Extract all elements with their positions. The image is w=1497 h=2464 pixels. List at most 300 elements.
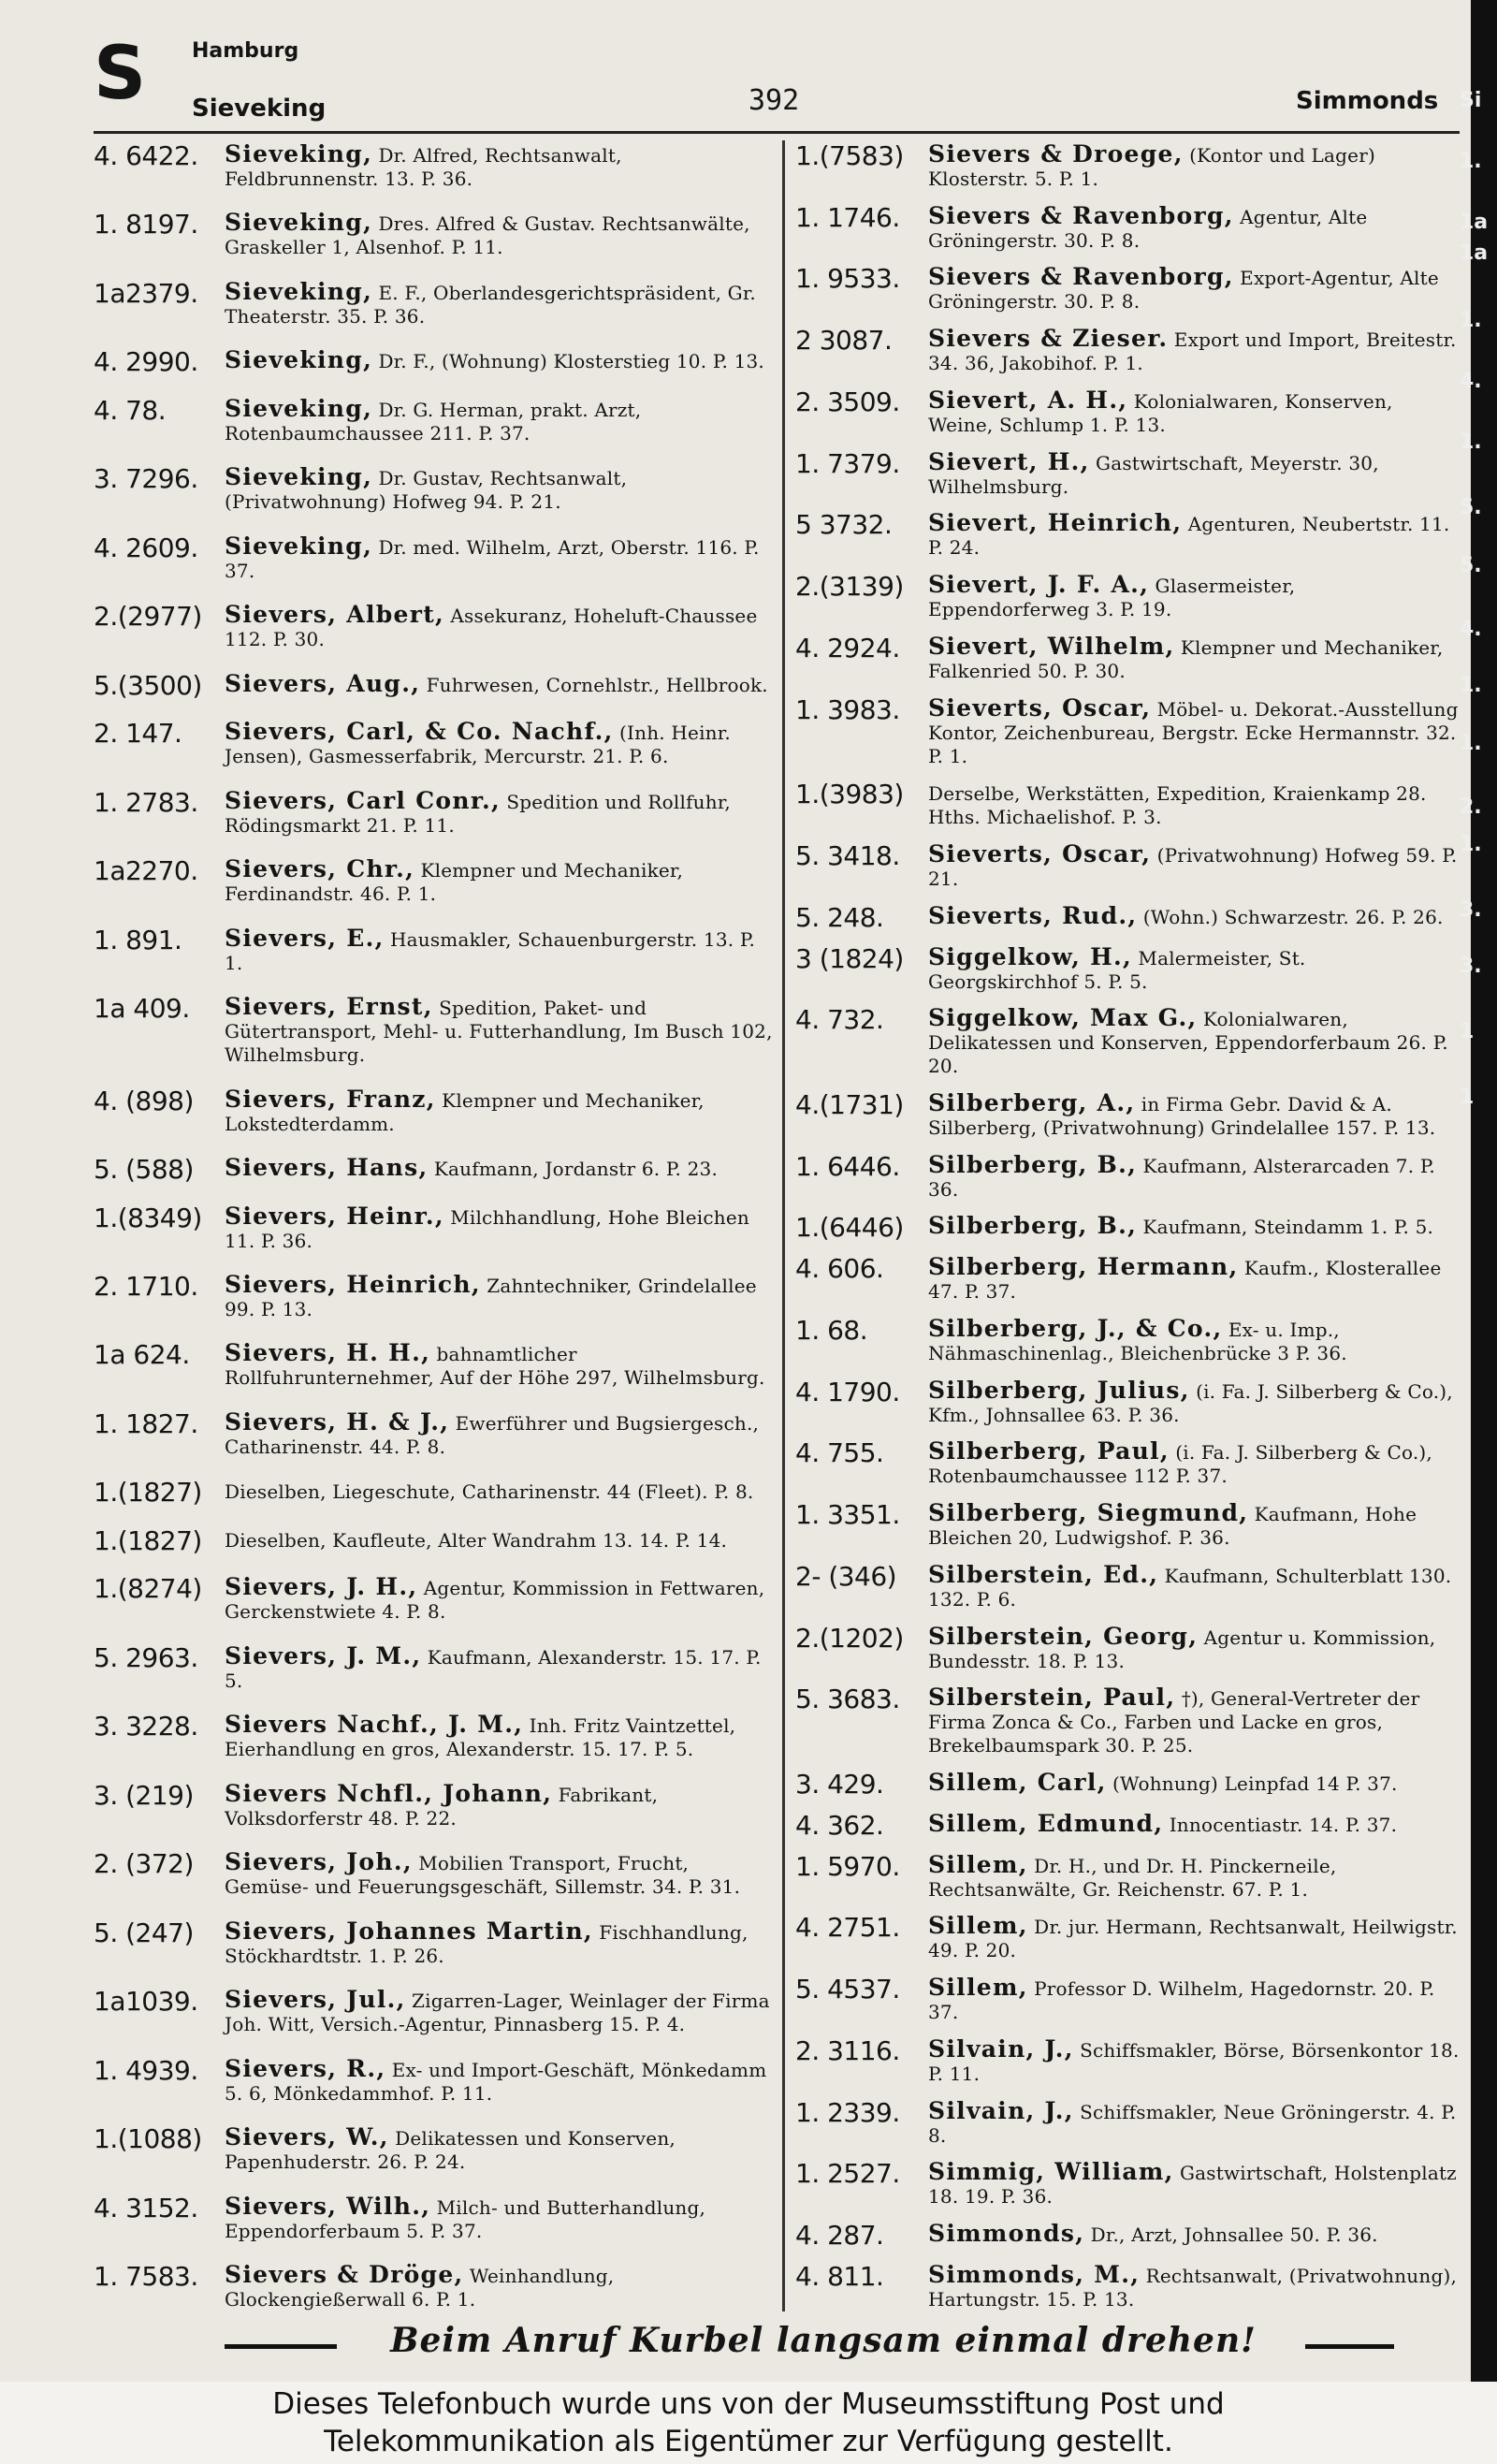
subscriber-details: (i. Fa. J. Silberberg & Co.), Kfm., Johnsallee 63. P. 36. [928,1379,1453,1426]
subscriber-name: Sievers, Heinrich, [225,1270,481,1298]
phone-number: 2- (346) [795,1560,897,1592]
entry-text [928,1771,1460,1796]
subscriber-details: Professor D. Wilhelm, Hagedornstr. 20. P. 37. [928,1977,1435,2024]
entry-text [928,327,1460,375]
subscriber-details: Kaufmann, Alsterarcaden 7. P. 36. [928,1154,1435,1201]
subscriber-details: Kaufmann, Alexanderstr. 15. 17. P. 5. [225,1645,762,1692]
directory-entry [795,634,1460,683]
subscriber-details: Dres. Alfred & Gustav. Rechtsanwälte, Graskeller 1, Alsenhof. P. 11. [225,212,750,259]
subscriber-details: Schiffsmakler, Neue Gröningerstr. 4. P. 8. [928,2100,1457,2147]
entry-text [225,1850,777,1899]
subscriber-name: Simmig, William, [928,2158,1174,2186]
next-page-fragment: 1a [1460,211,1489,234]
subscriber-details: Klempner und Mechaniker, Lokstedterdamm. [225,1088,705,1135]
phone-number: 2.(1202) [795,1622,904,1654]
entry-text [225,1713,777,1761]
entry-text [928,1314,1460,1365]
directory-entry [795,573,1460,621]
subscriber-name: Silberberg, B., [928,1212,1138,1240]
directory-entry [94,1850,777,1899]
subscriber-details: Gastwirtschaft, Meyerstr. 30, Wilhelmsburg. [928,451,1379,498]
directory-entry [94,2263,777,2311]
phone-number: 1a2270. [94,855,198,887]
directory-entry [795,388,1460,437]
subscriber-name: Silberberg, Julius, [928,1376,1190,1404]
entry-text [225,1479,777,1504]
entry-text [928,1091,1460,1140]
directory-entry [94,1087,777,1136]
subscriber-details: Klempner und Mechaniker, Falkenried 50. P. 30. [928,635,1444,682]
phone-number: 1.(1827) [94,1524,202,1556]
subscriber-name: Sieveking, [225,140,373,168]
phone-number: 4. 2751. [795,1912,900,1944]
page-header [0,0,1460,140]
phone-number: 4. 3152. [94,2192,198,2223]
phone-number: 1a 624. [94,1339,190,1371]
next-page-fragment: 1 [1460,1020,1475,1043]
subscriber-details: (Wohn.) Schwarzestr. 26. P. 26. [1142,905,1444,928]
directory-entry [795,1091,1460,1140]
subscriber-name: Sieveking, [225,463,373,491]
entry-text [225,2263,777,2311]
phone-number: 3. 429. [795,1769,884,1801]
phone-number: 1. 2339. [795,2096,900,2128]
entry-text [225,142,777,191]
subscriber-name: Sillem, [928,1850,1028,1878]
subscriber-details: Export-Agentur, Alte Gröningerstr. 30. P. 8. [928,267,1439,313]
phone-number: 2. 3509. [795,386,900,417]
subscriber-details: (Kontor und Lager) Klosterstr. 5. P. 1. [928,144,1375,190]
subscriber-details: Dr. F., (Wohnung) Klosterstieg 10. P. 13. [378,350,764,373]
phone-number: 1a2379. [94,277,198,309]
directory-entry [94,1479,777,1507]
subscriber-name: Sievers, H. H., [225,1339,431,1367]
directory-entry [795,447,1460,499]
subscriber-name: Silberberg, B., [928,1150,1138,1178]
entry-text [225,534,777,583]
phone-number: 4. 2990. [94,346,198,378]
directory-entry [94,2054,777,2106]
header-rule [94,131,1460,134]
subscriber-name: Sievert, H., [928,447,1090,475]
subscriber-details: Kaufmann, Schulterblatt 130. 132. P. 6. [928,1564,1452,1611]
subscriber-name: Sievert, J. F. A., [928,571,1150,599]
subscriber-name: Sievers & Dröge, [225,2261,464,2288]
entry-text [928,1006,1460,1078]
subscriber-details: Schiffsmakler, Börse, Börsenkontor 18. P. 11. [928,2038,1460,2085]
directory-entry [795,693,1460,768]
entry-text [225,1341,777,1390]
subscriber-name: Sievers, Heinr., [225,1202,444,1230]
subscriber-name: Sievers, Hans, [225,1154,429,1182]
phone-number: 2 3087. [795,325,893,357]
entry-text [928,2096,1460,2148]
subscriber-details: Möbel- u. Dekorat.-Ausstellung Kontor, Zeichenbureau, Bergstr. Ecke Hermannstr. 32. P. 1. [928,697,1459,767]
directory-entry [795,1501,1460,1550]
directory-entry [94,669,777,701]
subscriber-details: Dr. jur. Hermann, Rechtsanwalt, Heilwigstr. 49. P. 20. [928,1916,1458,1962]
directory-entry [795,1006,1460,1078]
subscriber-name: Silberberg, Paul, [928,1437,1170,1465]
directory-entry [795,201,1460,253]
subscriber-details: Agenturen, Neubertstr. 11. P. 24. [928,513,1450,560]
entry-text [928,1622,1460,1673]
subscriber-name: Sievers Nachf., J. M., [225,1711,524,1739]
entry-text [225,857,777,906]
phone-number: 4. 2924. [795,632,900,663]
phone-number: 1. 6446. [795,1150,900,1182]
phone-number: 4. 811. [795,2260,884,2292]
subscriber-name: Silberstein, Georg, [928,1622,1199,1650]
directory-entry [795,1685,1460,1757]
subscriber-name: Sievers, Carl Conr., [225,786,501,814]
subscriber-details: Dr. med. Wilhelm, Arzt, Oberstr. 116. P. 37. [225,535,760,582]
phone-number: 4. 606. [795,1253,884,1285]
subscriber-name: Sievers & Zieser. [928,325,1169,353]
directory-entry [94,211,777,259]
entry-text [225,720,777,768]
subscriber-details: Ex- und Import-Geschäft, Mönkedamm 5. 6, Mönkedammhof. P. 11. [225,2058,767,2105]
subscriber-details: Innocentiastr. 14. P. 37. [1169,1813,1398,1836]
subscriber-details: Inh. Fritz Vaintzettel, Eierhandlung en gros, Alexanderstr. 15. 17. P. 5. [225,1714,736,1761]
phone-number: 5. 3418. [795,840,900,872]
footer-rule-left [225,2344,337,2349]
directory-entry [94,142,777,191]
subscriber-name: Sievers, R., [225,2054,386,2082]
subscriber-name: Sievers, Johannes Martin, [225,1917,593,1945]
entry-text [928,1501,1460,1550]
subscriber-details: (Inh. Heinr. Jensen), Gasmesserfabrik, Mercurstr. 21. P. 6. [225,722,731,768]
phone-number: 1. 7583. [94,2261,198,2292]
directory-entry [795,842,1460,891]
subscriber-details: Rechtsanwalt, (Privatwohnung), Hartungstr. 15. P. 13. [928,2264,1458,2311]
entry-text [928,1685,1460,1757]
phone-number: 1.(1088) [94,2123,202,2155]
subscriber-details: Dieselben, Kaufleute, Alter Wandrahm 13. 14. P. 14. [225,1528,728,1552]
caption-line-1: Dieses Telefonbuch wurde uns von der Museumsstiftung Post und [272,2387,1225,2421]
directory-entry [795,1255,1460,1304]
subscriber-details: E. F., Oberlandesgerichtspräsident, Gr. Theaterstr. 35. P. 36. [225,281,756,328]
subscriber-name: Sievers, Joh., [225,1848,413,1876]
directory-entry [795,142,1460,191]
subscriber-name: Sieveking, [225,277,373,305]
subscriber-name: Sievers & Droege, [928,140,1184,168]
directory-entry [795,1914,1460,1962]
next-page-fragment: 2. [1460,795,1482,819]
directory-entry [795,2219,1460,2251]
ownership-caption [0,2382,1497,2464]
subscriber-details: Dr., Arzt, Johnsallee 50. P. 36. [1090,2223,1378,2246]
directory-entry [795,265,1460,313]
phone-number: 4. 755. [795,1437,884,1469]
phone-number: 4. 287. [795,2219,884,2251]
subscriber-details: Milchhandlung, Hohe Bleichen 11. P. 36. [225,1205,749,1252]
phone-number: 1.(3983) [795,779,904,810]
subscriber-details: Fabrikant, Volksdorferstr 48. P. 22. [225,1783,659,1830]
phone-number: 5. 4537. [795,1974,900,2005]
directory-entry [795,1976,1460,2024]
subscriber-name: Sillem, [928,1974,1028,2002]
phone-number: 1.(7583) [795,140,904,171]
subscriber-details: (i. Fa. J. Silberberg & Co.), Rotenbaumchaussee 112 P. 37. [928,1441,1432,1488]
directory-entry [94,1407,777,1459]
phone-number: 5. 2963. [94,1641,198,1673]
subscriber-details: Klempner und Mechaniker, Ferdinandstr. 46. P. 1. [225,859,684,906]
entry-text [928,1439,1460,1488]
subscriber-name: Simmonds, M., [928,2260,1141,2288]
entry-text [928,693,1460,768]
entry-text [225,786,777,838]
phone-number: 5.(3500) [94,669,202,701]
directory-entry [795,327,1460,375]
subscriber-details: Dr. H., und Dr. H. Pinckerneile, Rechtsanwälte, Gr. Reichenstr. 67. P. 1. [928,1854,1337,1901]
directory-entry [795,901,1460,933]
subscriber-name: Sievert, Wilhelm, [928,632,1175,660]
subscriber-details: Gastwirtschaft, Holstenplatz 18. 19. P. 36. [928,2162,1457,2209]
subscriber-details: Dr. Alfred, Rechtsanwalt, Feldbrunnenstr. 13. P. 36. [225,144,622,190]
directory-entry [94,2125,777,2174]
phone-number: 1a 409. [94,993,190,1025]
subscriber-details: in Firma Gebr. David & A. Silberberg, (Privatwohnung) Grindelallee 157. P. 13. [928,1093,1436,1140]
phone-number: 3. 7296. [94,463,198,495]
subscriber-details: Hausmakler, Schauenburgerstr. 13. P. 1. [225,927,756,974]
subscriber-name: Sievers, H. & J., [225,1407,450,1436]
subscriber-details: Kolonialwaren, Delikatessen und Konserven, Eppendorferbaum 26. P. 20. [928,1008,1448,1078]
entry-text [928,388,1460,437]
directory-entry [94,394,777,445]
phone-number: 1. 2783. [94,786,198,818]
entry-text [225,2054,777,2106]
entry-text [225,1779,777,1830]
entry-text [225,1156,777,1181]
entry-text [225,1087,777,1136]
subscriber-name: Sievers, Carl, & Co. Nachf., [225,718,614,746]
subscriber-details: Delikatessen und Konserven, Papenhuderstr. 26. P. 24. [225,2127,676,2174]
entry-text [928,1378,1460,1427]
phone-number: 1. 7379. [795,447,900,479]
next-page-fragment: 1. [1460,833,1482,856]
subscriber-name: Silberstein, Paul, [928,1684,1176,1712]
header-first-entry: Sieveking [192,95,327,123]
subscriber-details: †), General-Vertreter der Firma Zonca & Co., Farben und Lacke en gros, Brekelbaumspark 30. P. 25. [928,1687,1420,1757]
next-page-fragment: 1. [1460,309,1482,332]
phone-number: 2. (372) [94,1848,194,1880]
directory-entry [94,348,777,376]
entry-text [225,1641,777,1693]
subscriber-name: Sieveking, [225,346,373,374]
phone-number: 5. (588) [94,1154,194,1186]
entry-text [928,2034,1460,2086]
phone-number: 5. 248. [795,901,884,933]
entry-text [225,1204,777,1253]
next-page-fragment: 1. [1460,674,1482,697]
subscriber-name: Sieverts, Oscar, [928,693,1152,722]
footer-rule-right [1305,2344,1394,2349]
subscriber-name: Sillem, [928,1912,1028,1940]
directory-entry [94,1575,777,1624]
subscriber-name: Siggelkow, Max G., [928,1004,1198,1032]
phone-number: 2. 3116. [795,2034,900,2066]
entry-text [928,780,1460,829]
phone-number: 1.(1827) [94,1477,202,1509]
directory-entry [795,511,1460,560]
entry-text [225,394,777,445]
entry-text [225,669,777,697]
subscriber-name: Sieveking, [225,209,373,237]
directory-entry [795,2260,1460,2311]
subscriber-details: (Privatwohnung) Hofweg 59. P. 21. [928,844,1458,891]
next-page-edge [1460,0,1497,2382]
directory-entry [94,720,777,768]
next-page-fragment: Si [1460,89,1482,112]
next-page-fragment: 1 [1460,1086,1475,1109]
phone-number: 1. 1746. [795,201,900,233]
entry-text [225,1270,777,1321]
entry-text [928,1809,1460,1837]
phone-number: 1.(6446) [795,1212,904,1244]
entry-text [928,573,1460,621]
subscriber-details: Mobilien Transport, Frucht, Gemüse- und Feuerungsgeschäft, Sillemstr. 34. P. 31. [225,1852,741,1899]
directory-entry [94,277,777,328]
subscriber-details: Spedition, Paket- und Gütertransport, Mehl- u. Futterhandlung, Im Busch 102, Wilhelmsburg. [225,997,773,1067]
phone-number: 1. 4939. [94,2054,198,2086]
subscriber-details: Zahntechniker, Grindelallee 99. P. 13. [225,1274,757,1320]
subscriber-details: (Wohnung) Leinpfad 14 P. 37. [1112,1772,1398,1796]
subscriber-name: Sievers, Jul., [225,1986,406,2014]
footer-motto: Beim Anruf Kurbel langsam einmal drehen! [390,2321,1257,2360]
directory-entry [795,2096,1460,2148]
phone-number: 1. 68. [795,1314,868,1346]
entry-text [225,2125,777,2174]
directory-entry [94,1919,777,1968]
subscriber-details: Ewerführer und Bugsiergesch., Catharinenstr. 44. P. 8. [225,1411,760,1458]
subscriber-details: bahnamtlicher Rollfuhrunternehmer, Auf der Höhe 297, Wilhelmsburg. [225,1343,765,1390]
directory-entry [94,1156,777,1184]
directory-entry [94,1524,777,1556]
phone-number: 1.(8274) [94,1573,202,1605]
directory-entry [795,1560,1460,1611]
directory-entry [94,603,777,651]
subscriber-name: Sillem, Edmund, [928,1809,1164,1837]
entry-text [225,277,777,328]
entry-text [928,942,1460,994]
subscriber-name: Sievers, J. M., [225,1641,422,1669]
subscriber-details: Dieselben, Liegeschute, Catharinenstr. 44 (Fleet). P. 8. [225,1480,754,1504]
entry-text [225,1575,777,1624]
header-city: Hamburg [192,39,299,63]
entry-text [225,995,777,1067]
phone-number: 1. 5970. [795,1850,900,1882]
entry-text [928,1914,1460,1962]
subscriber-details: Spedition und Rollfuhr, Rödingsmarkt 21. P. 11. [225,790,731,837]
subscriber-details: Fuhrwesen, Cornehlstr., Hellbrook. [426,673,768,696]
subscriber-name: Sievert, Heinrich, [928,509,1183,537]
phone-number: 1. 3351. [795,1499,900,1531]
subscriber-details: Dr. Gustav, Rechtsanwalt, (Privatwohnung) Hofweg 94. P. 21. [225,467,628,514]
directory-entry [795,780,1460,829]
directory-entry [94,1779,777,1830]
subscriber-name: Sieveking, [225,394,373,422]
phone-number: 4. 732. [795,1004,884,1036]
subscriber-name: Sieveking, [225,532,373,560]
entry-text [928,511,1460,560]
caption-line-2: Telekommunikation als Eigentümer zur Verfügung gestellt. [324,2425,1173,2458]
entry-text [225,926,777,975]
phone-number: 1. 3983. [795,693,900,725]
entry-text [928,1214,1460,1239]
directory-entry [795,1622,1460,1673]
entry-text [225,603,777,651]
subscriber-details: Agentur, Kommission in Fettwaren, Gerckenstwiete 4. P. 8. [225,1577,765,1624]
entry-text [928,2160,1460,2209]
directory-entry [94,1204,777,1253]
directory-entry [94,786,777,838]
subscriber-name: Sievers, Franz, [225,1085,436,1113]
subscriber-name: Sievers, Chr., [225,855,415,883]
next-page-fragment: 4. [1460,370,1482,393]
phone-number: 4. 2609. [94,532,198,563]
phone-number: 3 (1824) [795,942,904,974]
phone-number: 1. 891. [94,924,182,955]
directory-entry [94,465,777,514]
header-last-entry: Simmonds [1296,87,1439,115]
subscriber-name: Sievers Nchfl., Johann, [225,1779,553,1807]
right-column [795,142,1460,2311]
directory-entry [94,1270,777,1321]
subscriber-name: Sieverts, Oscar, [928,840,1152,868]
entry-text [225,211,777,259]
directory-entry [795,2160,1460,2209]
subscriber-details: Agentur u. Kommission, Bundesstr. 18. P. 13. [928,1626,1436,1672]
directory-entry [795,942,1460,994]
entry-text [225,1988,777,2036]
subscriber-details: Malermeister, St. Georgskirchhof 5. P. 5. [928,946,1306,993]
directory-entry [94,534,777,583]
directory-entry [94,2194,777,2243]
subscriber-name: Sillem, Carl, [928,1769,1107,1797]
phone-number: 3. (219) [94,1779,194,1811]
subscriber-details: Kolonialwaren, Konserven, Weine, Schlump 1. P. 13. [928,389,1393,436]
directory-entry [795,1771,1460,1799]
subscriber-details: Ex- u. Imp., Nähmaschinenlag., Bleichenbrücke 3 P. 36. [928,1318,1347,1364]
left-column [94,142,777,2311]
subscriber-details: Kaufm., Klosterallee 47. P. 37. [928,1257,1442,1304]
entry-text [225,1919,777,1968]
phone-number: 4. (898) [94,1085,194,1116]
entry-text [928,1150,1460,1202]
phone-number: 2. 1710. [94,1270,198,1302]
phone-number: 4. 362. [795,1809,884,1841]
entry-text [928,201,1460,253]
entry-text [928,1976,1460,2024]
phone-number: 5. 3683. [795,1684,900,1715]
phone-number: 2.(3139) [795,571,904,603]
subscriber-name: Silberberg, J., & Co., [928,1314,1223,1342]
directory-entry [795,1439,1460,1488]
directory-entry [795,1214,1460,1242]
subscriber-name: Sievers, Albert, [225,601,445,629]
phone-number: 4. 6422. [94,140,198,171]
subscriber-details: Kaufmann, Hohe Bleichen 20, Ludwigshof. P. 36. [928,1503,1417,1550]
subscriber-name: Sievers & Ravenborg, [928,201,1234,229]
subscriber-name: Silvain, J., [928,2034,1074,2063]
entry-text [928,265,1460,313]
directory-entry [795,1314,1460,1365]
directory-entry [795,1150,1460,1202]
subscriber-name: Sievers, Aug., [225,669,421,697]
subscriber-name: Silberberg, Hermann, [928,1253,1239,1281]
subscriber-name: Siggelkow, H., [928,942,1133,970]
